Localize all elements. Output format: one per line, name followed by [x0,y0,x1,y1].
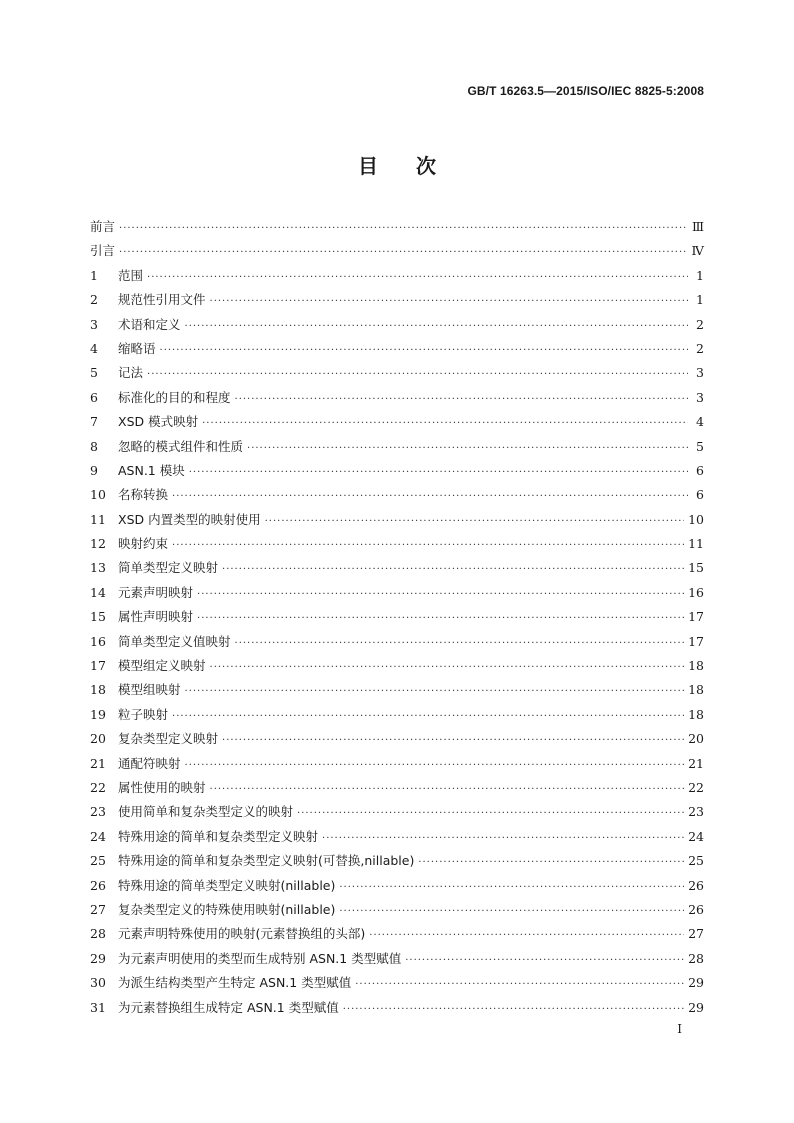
toc-entry-page: 17 [688,609,704,625]
toc-entry[interactable] [90,459,704,483]
toc-entry-number: 28 [90,926,106,942]
toc-entry[interactable] [90,605,704,629]
page-title: 目次 [358,154,474,178]
toc-entry-page: 20 [688,731,704,747]
toc-dot-leader [172,485,688,509]
toc-entry-page: 3 [696,389,704,405]
toc-entry-number: 18 [90,682,106,698]
toc-dot-leader [418,851,684,875]
toc-entry-number: 26 [90,877,106,893]
toc-dot-leader [355,973,684,997]
toc-entry-number: 6 [90,389,98,405]
toc-entry[interactable] [90,922,704,946]
toc-entry-page: 28 [688,950,704,966]
toc-entry-number: 20 [90,731,106,747]
toc-entry-page: Ⅳ [691,243,704,259]
toc-entry[interactable] [90,313,704,337]
toc-dot-leader [405,949,684,973]
toc-dot-leader [247,437,688,461]
toc-dot-leader [172,534,684,558]
toc-entry-number: 3 [90,316,98,332]
toc-entry-label: 粒子映射 [118,706,169,722]
toc-entry-number: 13 [90,560,106,576]
toc-entry[interactable] [90,508,704,532]
toc-entry-label: 前言 [90,219,116,234]
toc-entry-number: 2 [90,292,98,308]
toc-entry[interactable] [90,849,704,873]
toc-entry-number: 29 [90,950,106,966]
toc-entry-page: 3 [696,365,704,381]
toc-entry-page: 11 [688,536,704,552]
toc-entry-page: 1 [696,292,704,308]
toc-entry-page: 22 [688,779,704,795]
toc-entry-number: 12 [90,536,106,552]
toc-dot-leader [185,680,685,704]
toc-entry-page: 17 [688,633,704,649]
toc-entry-number: 17 [90,658,106,674]
toc-entry-number: 1 [90,267,98,283]
toc-entry-label: 特殊用途的简单和复杂类型定义映射(可替换,nillable) [118,853,415,869]
toc-entry-label: 模型组映射 [118,682,181,698]
toc-dot-leader [172,705,684,729]
toc-entry-number: 24 [90,828,106,844]
toc-entry-label: ASN.1 模块 [118,462,185,478]
toc-entry[interactable] [90,435,704,459]
toc-entry[interactable] [90,361,704,385]
toc-entry[interactable] [90,581,704,605]
toc-entry[interactable] [90,630,704,654]
toc-entry[interactable] [90,703,704,727]
toc-entry-label: 复杂类型定义映射 [118,731,219,747]
toc-entry-label: 范围 [118,267,144,283]
toc-entry-label: 通配符映射 [118,755,181,771]
toc-entry-page: 29 [688,975,704,991]
toc-entry[interactable] [90,654,704,678]
toc-entry-page: 18 [688,706,704,722]
toc-entry-label: 特殊用途的简单类型定义映射(nillable) [118,877,336,893]
toc-entry[interactable] [90,800,704,824]
toc-entry-number: 15 [90,609,106,625]
toc-dot-leader [222,558,684,582]
toc-dot-leader [147,266,688,290]
toc-entry-number: 8 [90,438,98,454]
toc-entry-number: 9 [90,462,98,478]
toc-entry-page: 25 [688,853,704,869]
toc-entry-label: 使用简单和复杂类型定义的映射 [118,804,294,820]
toc-entry-number: 19 [90,706,106,722]
toc-entry[interactable] [90,337,704,361]
toc-entry-label: 为派生结构类型产生特定 ASN.1 类型赋值 [118,975,352,991]
toc-entry-label: XSD 内置类型的映射使用 [118,511,261,527]
standard-code-header: GB/T 16263.5—2015/ISO/IEC 8825-5:2008 [467,84,704,98]
toc-entry-number: 10 [90,487,106,503]
toc-entry-label: 为元素替换组生成特定 ASN.1 类型赋值 [118,999,339,1015]
toc-entry-number: 11 [90,511,106,527]
toc-entry[interactable] [90,825,704,849]
toc-entry-label: XSD 模式映射 [118,414,199,430]
toc-dot-leader [202,412,688,436]
toc-entry-page: 21 [688,755,704,771]
toc-dot-leader [119,217,688,241]
toc-dot-leader [185,754,685,778]
toc-entry-page: 5 [696,438,704,454]
toc-entry-number: 23 [90,804,106,820]
toc-dot-leader [265,510,684,534]
toc-entry[interactable] [90,410,704,434]
toc-entry-label: 记法 [118,365,144,381]
toc-entry-page: 24 [688,828,704,844]
toc-dot-leader [210,290,688,314]
toc-dot-leader [235,388,688,412]
toc-entry-number: 25 [90,853,106,869]
page-number: I [677,1022,682,1036]
toc-entry[interactable] [90,288,704,312]
toc-entry[interactable] [90,752,704,776]
toc-entry[interactable] [90,386,704,410]
toc-entry[interactable] [90,971,704,995]
toc-entry-page: 27 [688,926,704,942]
toc-dot-leader [197,607,684,631]
toc-entry-page: 26 [688,901,704,917]
toc-entry-label: 缩略语 [118,340,156,356]
toc-dot-leader [197,583,684,607]
toc-entry-number: 7 [90,414,98,430]
table-of-contents [90,215,704,1020]
toc-entry-label: 元素声明映射 [118,584,194,600]
toc-entry-label: 术语和定义 [118,316,181,332]
toc-dot-leader [339,876,684,900]
toc-dot-leader [185,315,688,339]
toc-entry-label: 名称转换 [118,487,169,503]
toc-entry[interactable] [90,532,704,556]
toc-entry-number: 31 [90,999,106,1015]
toc-entry-page: 29 [688,999,704,1015]
toc-entry-page: 15 [688,560,704,576]
toc-dot-leader [147,363,688,387]
toc-dot-leader [119,241,687,265]
toc-entry[interactable] [90,947,704,971]
toc-entry-number: 5 [90,365,98,381]
toc-dot-leader [322,827,684,851]
toc-entry-number: 4 [90,340,98,356]
toc-entry[interactable] [90,556,704,580]
toc-entry-number: 16 [90,633,106,649]
toc-entry-page: Ⅲ [691,219,704,234]
toc-entry-label: 模型组定义映射 [118,658,206,674]
toc-entry-number: 21 [90,755,106,771]
toc-entry[interactable] [90,678,704,702]
toc-entry-number: 30 [90,975,106,991]
toc-entry[interactable] [90,727,704,751]
toc-dot-leader [235,632,685,656]
toc-dot-leader [160,339,688,363]
toc-entry-label: 引言 [90,243,116,259]
toc-entry-label: 简单类型定义值映射 [118,633,231,649]
toc-entry-label: 规范性引用文件 [118,292,206,308]
toc-entry-label: 标准化的目的和程度 [118,389,231,405]
toc-dot-leader [222,729,684,753]
toc-entry-page: 2 [696,340,704,356]
toc-entry-label: 为元素声明使用的类型而生成特别 ASN.1 类型赋值 [118,950,402,966]
toc-entry-page: 1 [696,267,704,283]
toc-entry-label: 属性使用的映射 [118,779,206,795]
toc-dot-leader [369,924,684,948]
toc-entry[interactable] [90,215,704,239]
toc-entry-label: 复杂类型定义的特殊使用映射(nillable) [118,901,336,917]
toc-dot-leader [297,802,684,826]
toc-entry[interactable] [90,898,704,922]
toc-dot-leader [210,778,685,802]
toc-entry[interactable] [90,483,704,507]
toc-entry[interactable] [90,874,704,898]
toc-entry-label: 元素声明特殊使用的映射(元素替换组的头部) [118,926,366,942]
toc-entry-number: 22 [90,779,106,795]
toc-entry[interactable] [90,239,704,263]
toc-entry-label: 属性声明映射 [118,609,194,625]
toc-entry-page: 6 [696,462,704,478]
toc-dot-leader [189,461,688,485]
toc-entry[interactable] [90,264,704,288]
toc-entry[interactable] [90,996,704,1020]
toc-entry-page: 10 [688,511,704,527]
toc-entry-page: 18 [688,682,704,698]
toc-entry-number: 14 [90,584,106,600]
toc-entry-page: 2 [696,316,704,332]
toc-entry-page: 26 [688,877,704,893]
toc-entry[interactable] [90,776,704,800]
toc-dot-leader [343,998,684,1022]
toc-entry-page: 23 [688,804,704,820]
toc-entry-number: 27 [90,901,106,917]
toc-dot-leader [339,900,684,924]
toc-dot-leader [210,656,685,680]
toc-entry-label: 忽略的模式组件和性质 [118,438,244,454]
toc-entry-page: 6 [696,487,704,503]
toc-entry-label: 特殊用途的简单和复杂类型定义映射 [118,828,319,844]
toc-entry-page: 18 [688,658,704,674]
toc-entry-label: 简单类型定义映射 [118,560,219,576]
toc-entry-page: 16 [688,584,704,600]
toc-entry-page: 4 [696,414,704,430]
toc-entry-label: 映射约束 [118,536,169,552]
